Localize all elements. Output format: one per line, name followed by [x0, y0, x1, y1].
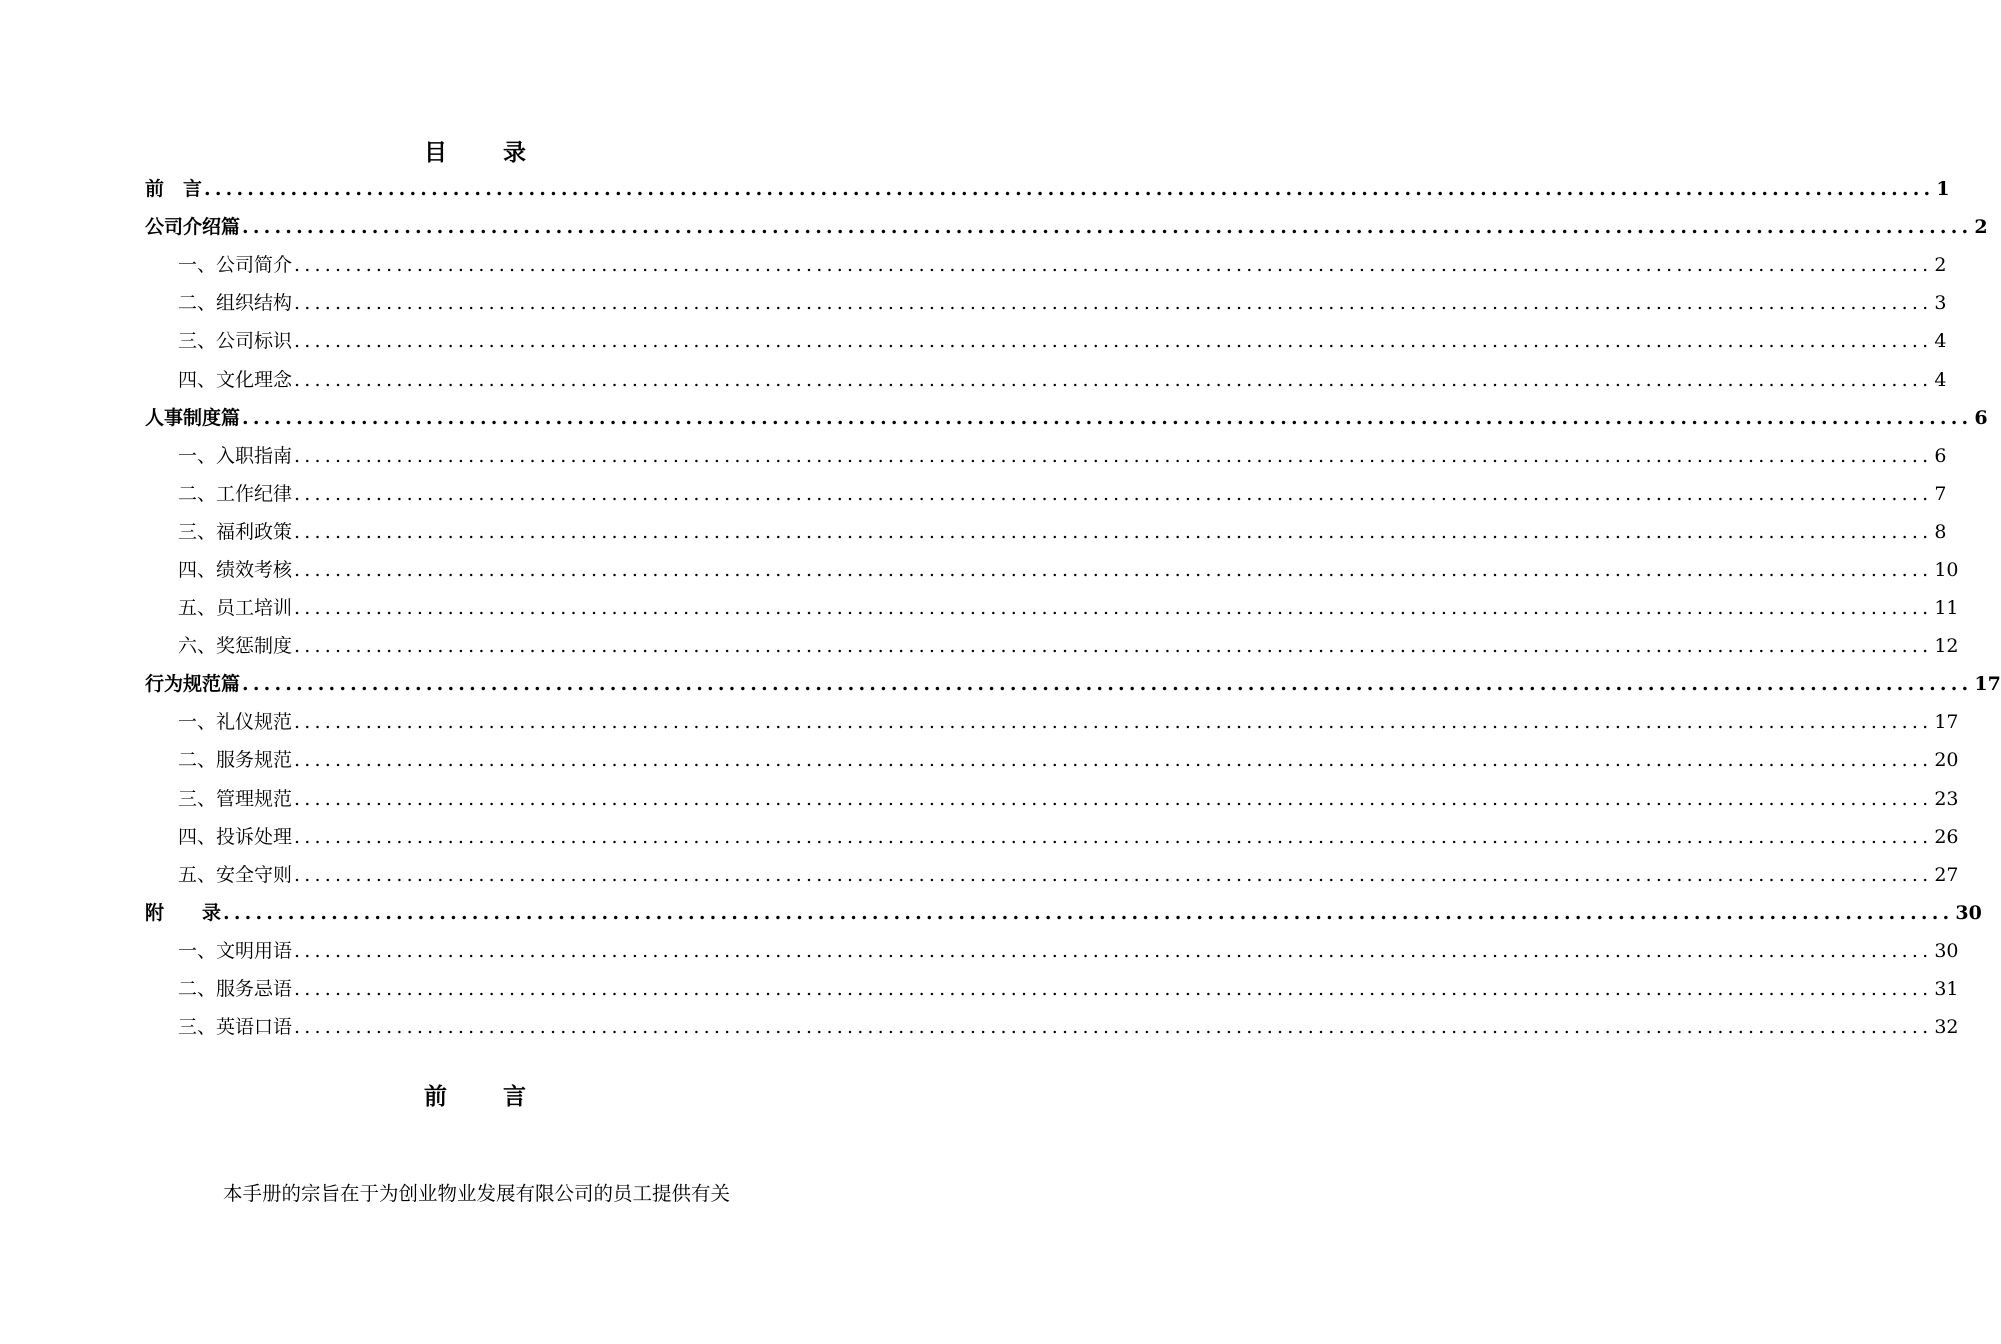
toc-entry[interactable]: [145, 322, 1947, 360]
toc-leader-dots: ................................................................................................................................................................: [294, 330, 1933, 353]
toc-entry-page: 17: [1934, 711, 1959, 734]
toc-leader-dots: ................................................................................................................................................................: [242, 406, 1973, 429]
toc-leader-dots: ................................................................................................................................................................: [294, 597, 1933, 620]
toc-title: 目 录: [423, 139, 550, 166]
toc-entry-label: 一、公司简介: [178, 254, 293, 277]
toc-entry-page: 4: [1934, 368, 1947, 391]
toc-entry-label: 前 言: [145, 178, 203, 201]
toc-entry-page: 4: [1934, 330, 1947, 353]
toc-entry-page: 26: [1934, 825, 1959, 848]
toc-entry[interactable]: [145, 437, 1947, 475]
toc-entry[interactable]: [145, 475, 1947, 513]
toc-entry-label: 四、投诉处理: [178, 825, 293, 848]
toc-entry-page: 10: [1934, 558, 1959, 581]
toc-entry-page: 30: [1955, 901, 1982, 924]
toc-entry-label: 五、安全守则: [178, 863, 293, 886]
toc-leader-dots: ................................................................................................................................................................: [204, 178, 1935, 201]
toc-entry-label: 四、文化理念: [178, 368, 293, 391]
toc-entry-page: 17: [1974, 673, 2001, 696]
toc-entry-page: 31: [1934, 978, 1959, 1001]
toc-entry-label: 附 录: [145, 901, 222, 924]
toc-entry-page: 3: [1934, 292, 1947, 315]
toc-entry-page: 2: [1934, 254, 1947, 277]
toc-entry[interactable]: [145, 360, 1947, 398]
toc-entry[interactable]: [145, 513, 1947, 551]
toc-entry[interactable]: [145, 399, 1988, 437]
toc-entry[interactable]: [145, 627, 1959, 665]
toc-entry-page: 2: [1974, 216, 1988, 239]
toc-entry-page: 6: [1934, 444, 1947, 467]
toc-entry-label: 公司介绍篇: [145, 216, 241, 239]
toc-entry-page: 1: [1936, 178, 1950, 201]
toc-entry-label: 一、礼仪规范: [178, 711, 293, 734]
toc-leader-dots: ................................................................................................................................................................: [294, 787, 1933, 810]
toc-leader-dots: ................................................................................................................................................................: [294, 368, 1933, 391]
toc-entry[interactable]: [145, 703, 1959, 741]
toc-leader-dots: ................................................................................................................................................................: [294, 978, 1933, 1001]
toc-entry-label: 二、服务忌语: [178, 978, 293, 1001]
toc-entry-label: 二、服务规范: [178, 749, 293, 772]
toc-entry-label: 三、福利政策: [178, 520, 293, 543]
table-of-contents: [145, 170, 2001, 1046]
toc-entry-label: 行为规范篇: [145, 673, 241, 696]
toc-leader-dots: ................................................................................................................................................................: [294, 825, 1933, 848]
toc-entry[interactable]: [145, 589, 1959, 627]
toc-entry[interactable]: [145, 208, 1988, 246]
toc-entry[interactable]: [145, 246, 1947, 284]
toc-leader-dots: ................................................................................................................................................................: [294, 1016, 1933, 1039]
toc-entry-page: 8: [1934, 520, 1947, 543]
toc-entry-page: 23: [1934, 787, 1959, 810]
toc-entry-label: 四、绩效考核: [178, 558, 293, 581]
toc-entry[interactable]: [145, 284, 1947, 322]
toc-entry-page: 27: [1934, 863, 1959, 886]
toc-entry-page: 7: [1934, 482, 1947, 505]
toc-entry-label: 一、入职指南: [178, 444, 293, 467]
toc-entry-label: 三、管理规范: [178, 787, 293, 810]
toc-leader-dots: ................................................................................................................................................................: [294, 444, 1933, 467]
section-title: 前 言: [423, 1083, 550, 1110]
toc-entry[interactable]: [145, 932, 1959, 970]
toc-leader-dots: ................................................................................................................................................................: [294, 711, 1933, 734]
toc-leader-dots: ................................................................................................................................................................: [294, 863, 1933, 886]
toc-entry-page: 11: [1934, 597, 1959, 620]
toc-entry-label: 六、奖惩制度: [178, 635, 293, 658]
toc-leader-dots: ................................................................................................................................................................: [294, 254, 1933, 277]
toc-entry[interactable]: [145, 818, 1959, 856]
toc-entry[interactable]: [145, 551, 1959, 589]
toc-entry[interactable]: [145, 665, 2001, 703]
toc-leader-dots: ................................................................................................................................................................: [242, 673, 1973, 696]
toc-leader-dots: ................................................................................................................................................................: [294, 558, 1933, 581]
toc-entry[interactable]: [145, 1008, 1959, 1046]
toc-leader-dots: ................................................................................................................................................................: [294, 482, 1933, 505]
toc-entry[interactable]: [145, 780, 1959, 818]
toc-entry-label: 三、公司标识: [178, 330, 293, 353]
toc-entry-page: 32: [1934, 1016, 1959, 1039]
toc-entry-page: 12: [1934, 635, 1959, 658]
body-paragraph: 本手册的宗旨在于为创业物业发展有限公司的员工提供有关: [223, 1182, 731, 1205]
toc-entry-label: 三、英语口语: [178, 1016, 293, 1039]
toc-entry[interactable]: [145, 970, 1959, 1008]
toc-entry[interactable]: [145, 894, 1982, 932]
toc-entry-label: 二、工作纪律: [178, 482, 293, 505]
toc-leader-dots: ................................................................................................................................................................: [294, 292, 1933, 315]
toc-entry[interactable]: [145, 741, 1959, 779]
toc-entry-page: 30: [1934, 939, 1959, 962]
toc-entry-page: 20: [1934, 749, 1959, 772]
toc-leader-dots: ................................................................................................................................................................: [294, 939, 1933, 962]
toc-leader-dots: ................................................................................................................................................................: [223, 901, 1954, 924]
toc-leader-dots: ................................................................................................................................................................: [242, 216, 1973, 239]
toc-entry-label: 五、员工培训: [178, 597, 293, 620]
toc-entry[interactable]: [145, 856, 1959, 894]
toc-entry[interactable]: [145, 170, 1950, 208]
toc-leader-dots: ................................................................................................................................................................: [294, 520, 1933, 543]
toc-entry-label: 二、组织结构: [178, 292, 293, 315]
toc-entry-label: 一、文明用语: [178, 939, 293, 962]
toc-entry-page: 6: [1974, 406, 1988, 429]
toc-leader-dots: ................................................................................................................................................................: [294, 749, 1933, 772]
toc-entry-label: 人事制度篇: [145, 406, 241, 429]
toc-leader-dots: ................................................................................................................................................................: [294, 635, 1933, 658]
